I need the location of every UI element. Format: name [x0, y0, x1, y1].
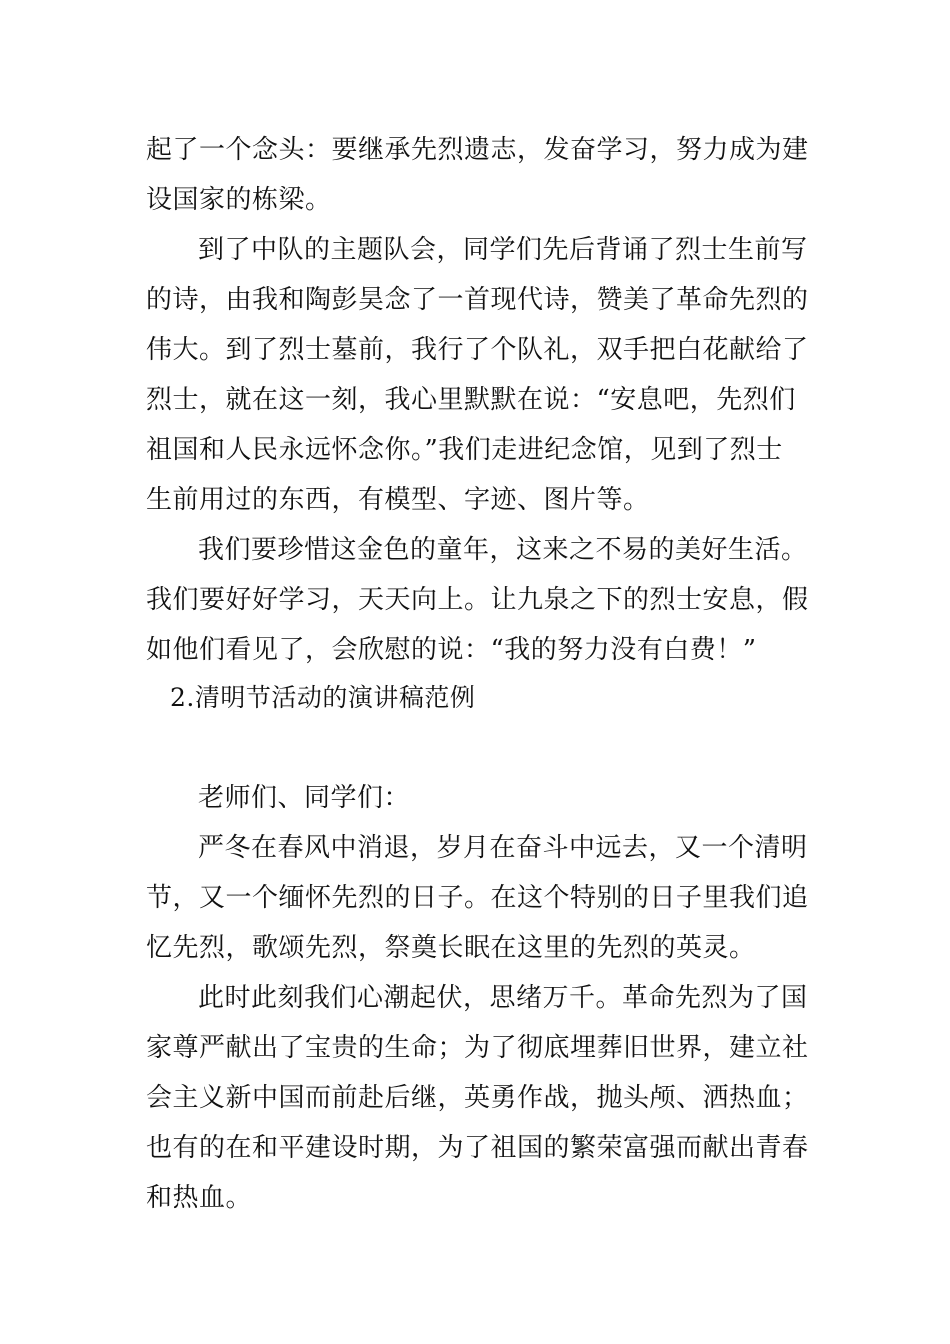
paragraph-line: 起了一个念头：要继承先烈遗志，发奋学习，努力成为建: [146, 135, 809, 165]
paragraph-line: 节，又一个缅怀先烈的日子。在这个特别的日子里我们追: [146, 883, 809, 913]
paragraph-line: 和热血。: [146, 1183, 253, 1213]
section-heading: 2.清明节活动的演讲稿范例: [170, 683, 476, 712]
paragraph-line: 也有的在和平建设时期，为了祖国的繁荣富强而献出青春: [146, 1133, 809, 1163]
paragraph-line: 到了中队的主题队会，同学们先后背诵了烈士生前写: [198, 235, 808, 265]
paragraph-line: 我们要珍惜这金色的童年，这来之不易的美好生活。: [198, 535, 808, 565]
paragraph-line: 设国家的栋梁。: [146, 185, 332, 215]
paragraph-line: 祖国和人民永远怀念你。”我们走进纪念馆，见到了烈士: [146, 435, 783, 465]
salutation: 老师们、同学们：: [198, 783, 411, 813]
paragraph-line: 忆先烈，歌颂先烈，祭奠长眠在这里的先烈的英灵。: [146, 933, 756, 963]
paragraph-line: 生前用过的东西，有模型、字迹、图片等。: [146, 485, 650, 515]
paragraph-line: 的诗，由我和陶彭昊念了一首现代诗，赞美了革命先烈的: [146, 285, 809, 315]
paragraph-line: 我们要好好学习，天天向上。让九泉之下的烈士安息，假: [146, 585, 809, 615]
paragraph-line: 此时此刻我们心潮起伏，思绪万千。革命先烈为了国: [198, 983, 808, 1013]
paragraph-line: 烈士，就在这一刻，我心里默默在说：“安息吧，先烈们: [146, 385, 796, 415]
paragraph-line: 伟大。到了烈士墓前，我行了个队礼，双手把白花献给了: [146, 335, 809, 365]
paragraph-line: 严冬在春风中消退，岁月在奋斗中远去，又一个清明: [198, 833, 808, 863]
paragraph-line: 会主义新中国而前赴后继，英勇作战，抛头颅、洒热血；: [146, 1083, 809, 1113]
paragraph-line: 家尊严献出了宝贵的生命；为了彻底埋葬旧世界，建立社: [146, 1033, 809, 1063]
paragraph-line: 如他们看见了，会欣慰的说：“我的努力没有白费！”: [146, 635, 757, 665]
